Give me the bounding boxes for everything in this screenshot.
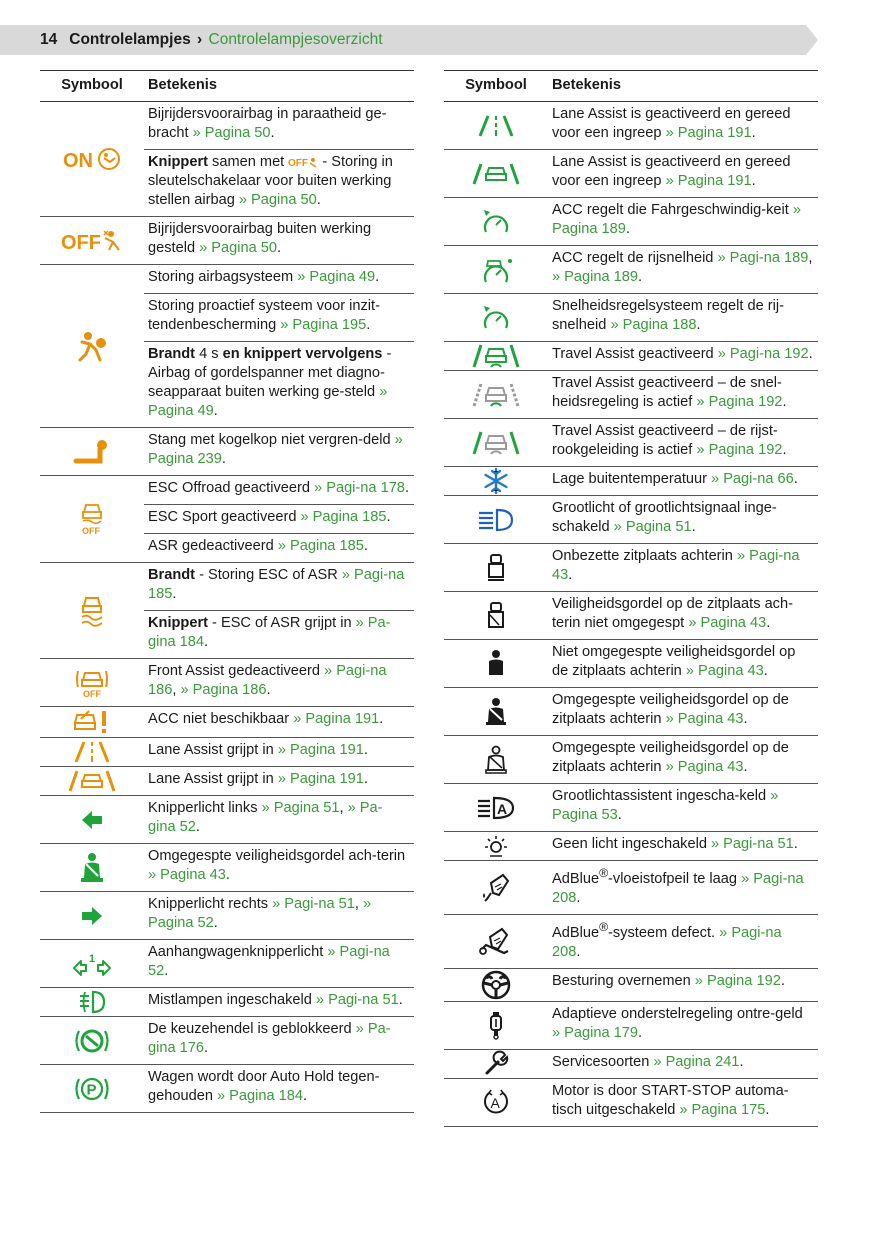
table-row <box>444 592 818 640</box>
meaning-cell: Besturing overnemen » Pagina 192. <box>548 968 818 1001</box>
meaning-cell: Stang met kogelkop niet vergren-deld » Pagina 239. <box>144 428 414 476</box>
trailer-signal-icon <box>72 951 112 977</box>
fog-lamp-icon <box>77 988 107 1016</box>
meaning-cell: De keuzehendel is geblokkeerd » Pa-gina 176. <box>144 1017 414 1065</box>
column-header-meaning: Betekenis <box>144 71 414 102</box>
meaning-cell: Bijrijdersvoorairbag buiten werking gesteld » Pagina 50. <box>144 217 414 265</box>
svg-text:OFF: OFF <box>82 526 100 536</box>
symbol-cell <box>40 1065 144 1113</box>
meaning-cell: Servicesoorten » Pagina 241. <box>548 1049 818 1078</box>
page-link[interactable]: » Pagina 50 <box>199 240 278 256</box>
cruise-control-icon <box>480 304 512 332</box>
page-link[interactable]: » Pagina 52 <box>148 896 372 931</box>
page-link[interactable]: » Pagina 175 <box>679 1101 766 1118</box>
lane-assist-car-amber-icon <box>67 769 117 793</box>
svg-text:P: P <box>86 1081 97 1098</box>
acc-distance-icon <box>478 255 514 285</box>
page-link[interactable]: » Pagina 191 <box>293 711 380 727</box>
meaning-cell: Knippert - ESC of ASR grijpt in » Pa-gina 184. <box>144 611 414 659</box>
meaning-cell: Lane Assist grijpt in » Pagina 191. <box>144 738 414 767</box>
table-row <box>444 294 818 342</box>
svg-text:OFF: OFF <box>61 231 101 254</box>
table-row <box>444 544 818 592</box>
page-link[interactable]: » Pa-gina 52 <box>148 800 383 835</box>
table-row <box>40 476 414 505</box>
meaning-cell: Grootlicht of grootlichtsignaal inge-schakeld » Pagina 51. <box>548 496 818 544</box>
table-row <box>444 496 818 544</box>
meaning-cell: ESC Sport geactiveerd » Pagina 185. <box>144 505 414 534</box>
meaning-cell: Wagen wordt door Auto Hold tegen-gehouden » Pagina 184. <box>144 1065 414 1113</box>
page-link[interactable]: » Pagi-na 189 <box>717 250 809 266</box>
svg-text:OFF: OFF <box>83 688 101 699</box>
snowflake-icon <box>482 467 510 495</box>
indicator-table-left <box>40 70 414 1113</box>
symbol-cell <box>444 1078 548 1126</box>
page-link[interactable]: » Pagina 191 <box>665 125 752 141</box>
travel-assist-speed-icon <box>471 382 521 408</box>
wrench-icon <box>483 1051 509 1077</box>
seat-unoccupied-icon <box>485 553 507 583</box>
lane-assist-lines-green-icon <box>476 114 516 138</box>
page-link[interactable]: » Pagi-na 43 <box>552 548 800 583</box>
svg-text:ON: ON <box>63 150 93 172</box>
travel-assist-icon <box>471 343 521 369</box>
table-row <box>444 968 818 1001</box>
page-link[interactable]: » Pagina 189 <box>552 269 639 285</box>
table-row <box>444 1001 818 1049</box>
table-header-row <box>444 71 818 102</box>
tow-bar-icon <box>74 439 110 465</box>
symbol-cell <box>40 707 144 738</box>
page-link[interactable]: » Pagi-na 186 <box>148 663 387 698</box>
page-link[interactable]: » Pagina 191 <box>277 771 364 787</box>
page-link[interactable]: » Pagina 191 <box>277 742 364 758</box>
seatbelt-fastened-green-icon <box>79 852 105 884</box>
table-row <box>40 844 414 892</box>
table-row <box>40 563 414 611</box>
airbag-on-icon <box>63 146 121 172</box>
table-row <box>40 217 414 265</box>
seat-belt-unfastened-icon <box>485 601 507 631</box>
meaning-cell: AdBlue®-systeem defect. » Pagi-na 208. <box>548 914 818 968</box>
svg-text:A: A <box>497 800 508 817</box>
symbol-cell <box>444 496 548 544</box>
table-row <box>40 796 414 844</box>
high-beam-assist-icon <box>476 795 516 821</box>
meaning-cell: ACC regelt die Fahrgeschwindig-keit » Pagina 189. <box>548 198 818 246</box>
adblue-level-icon <box>481 871 511 903</box>
meaning-cell: ACC regelt de rijsnelheid » Pagi-na 189, » Pagina 189. <box>548 246 818 294</box>
high-beam-icon <box>477 507 515 533</box>
page-link[interactable]: » Pa-gina 176 <box>148 1021 391 1056</box>
symbol-cell <box>444 1001 548 1049</box>
page-link[interactable]: » Pagina 51 <box>261 800 340 816</box>
table-row <box>444 736 818 784</box>
meaning-cell: Geen licht ingeschakeld » Pagi-na 51. <box>548 832 818 861</box>
meaning-cell: Onbezette zitplaats achterin » Pagi-na 43. <box>548 544 818 592</box>
table-row <box>40 265 414 294</box>
page-link[interactable]: » Pagi-na 51 <box>711 836 794 852</box>
meaning-cell: Grootlichtassistent ingescha-keld » Pagina 53. <box>548 784 818 832</box>
page-link[interactable]: » Pagina 49 <box>297 269 376 285</box>
meaning-cell: Knippert samen met OFF - Storing in sleutelschakelaar voor buiten werking stellen airbag » Pagina 50. <box>144 150 414 217</box>
meaning-cell: Adaptieve onderstelregeling ontre-geld » Pagina 179. <box>548 1001 818 1049</box>
meaning-cell: AdBlue®-vloeistofpeil te laag » Pagi-na 208. <box>548 861 818 915</box>
table-row <box>444 467 818 496</box>
symbol-cell <box>444 640 548 688</box>
auto-hold-icon <box>74 1074 110 1104</box>
symbol-cell <box>444 342 548 371</box>
table-row <box>40 102 414 150</box>
svg-text:OFF: OFF <box>288 158 309 170</box>
meaning-cell: Omgegespte veiligheidsgordel ach-terin » Pagina 43. <box>144 844 414 892</box>
no-light-icon <box>482 834 510 858</box>
table-row <box>444 419 818 467</box>
symbol-cell <box>40 659 144 707</box>
symbol-cell <box>40 563 144 659</box>
page-link[interactable]: » Pagina 192 <box>696 394 783 410</box>
table-row <box>444 371 818 419</box>
page-link[interactable]: » Pagina 43 <box>685 663 764 679</box>
page-link[interactable]: » Pagina 188 <box>610 317 697 333</box>
symbol-cell <box>444 688 548 736</box>
table-row <box>40 940 414 988</box>
page-link[interactable]: » Pagi-na 51 <box>272 896 355 912</box>
symbol-cell <box>40 1017 144 1065</box>
symbol-cell <box>444 1049 548 1078</box>
meaning-cell: Travel Assist geactiveerd – de snel-heidsregeling is actief » Pagina 192. <box>548 371 818 419</box>
meaning-cell: Omgegespte veiligheidsgordel op de zitplaats achterin » Pagina 43. <box>548 688 818 736</box>
page-number: 14 <box>40 31 58 48</box>
page-link[interactable]: » Pagina 185 <box>300 509 387 525</box>
table-row <box>444 198 818 246</box>
page-link[interactable]: » Pagina 43 <box>148 867 226 883</box>
meaning-cell: ACC niet beschikbaar » Pagina 191. <box>144 707 414 738</box>
table-row <box>444 914 818 968</box>
symbol-cell <box>444 736 548 784</box>
table-row <box>40 738 414 767</box>
table-header-row <box>40 71 414 102</box>
page-link[interactable]: » Pagina 189 <box>552 202 802 237</box>
page-link[interactable]: » Pagi-na 208 <box>552 870 804 906</box>
subsection-title: Controlelampjesoverzicht <box>208 31 383 48</box>
steering-takeover-icon <box>480 969 512 1001</box>
page-link[interactable]: » Pagina 192 <box>694 972 781 989</box>
symbol-cell <box>444 419 548 467</box>
start-stop-icon <box>481 1087 511 1117</box>
meaning-cell: Mistlampen ingeschakeld » Pagi-na 51. <box>144 988 414 1017</box>
meaning-cell: ASR gedeactiveerd » Pagina 185. <box>144 534 414 563</box>
table-row <box>40 659 414 707</box>
acc-speed-icon <box>480 208 512 236</box>
symbol-cell <box>40 796 144 844</box>
table-row <box>444 784 818 832</box>
esc-off-icon <box>78 502 106 536</box>
symbol-cell <box>40 738 144 767</box>
meaning-cell: Bijrijdersvoorairbag in paraatheid ge-bracht » Pagina 50. <box>144 102 414 150</box>
meaning-cell: Storing airbagsysteem » Pagina 49. <box>144 265 414 294</box>
symbol-cell <box>444 968 548 1001</box>
symbol-cell <box>40 102 144 217</box>
seatbelt-fastened-dark-icon <box>484 697 508 727</box>
meaning-cell: Brandt 4 s en knippert vervolgens - Airbag of gordelspanner met diagno-seapparaat buiten werking ge-steld » Pagina 49. <box>144 342 414 428</box>
indicator-table-right <box>444 70 818 1127</box>
page-link[interactable]: » Pa-gina 184 <box>148 615 391 650</box>
meaning-cell: Snelheidsregelsysteem regelt de rij-snelheid » Pagina 188. <box>548 294 818 342</box>
page-link[interactable]: » Pagi-na 178 <box>314 480 405 496</box>
meaning-cell: Knipperlicht links » Pagina 51, » Pa-gina 52. <box>144 796 414 844</box>
section-title: Controlelampjes <box>69 31 191 48</box>
symbol-cell <box>444 784 548 832</box>
turn-signal-right-icon <box>80 905 104 927</box>
meaning-cell: Travel Assist geactiveerd – de rijst-rookgeleiding is actief » Pagina 192. <box>548 419 818 467</box>
page-link[interactable]: » Pagina 43 <box>688 615 767 631</box>
airbag-off-icon <box>61 228 123 254</box>
meaning-cell: Lane Assist is geactiveerd en gereed voor een ingreep » Pagina 191. <box>548 102 818 150</box>
page-link[interactable]: » Pagina 51 <box>613 519 692 535</box>
table-row <box>444 1049 818 1078</box>
meaning-cell: ESC Offroad geactiveerd » Pagi-na 178. <box>144 476 414 505</box>
symbol-cell <box>444 467 548 496</box>
page-link[interactable]: » Pagina 241 <box>653 1053 740 1070</box>
meaning-cell: Knipperlicht rechts » Pagi-na 51, » Pagina 52. <box>144 892 414 940</box>
page-link[interactable]: » Pagina 185 <box>277 538 364 554</box>
seatbelt-fastened-outline-icon <box>484 745 508 775</box>
table-row <box>444 640 818 688</box>
svg-text:1: 1 <box>89 952 96 965</box>
table-row <box>444 342 818 371</box>
table-row <box>40 428 414 476</box>
symbol-cell <box>444 371 548 419</box>
table-row <box>444 688 818 736</box>
page-link[interactable]: » Pagina 50 <box>192 125 271 141</box>
meaning-cell: Lage buitentemperatuur » Pagi-na 66. <box>548 467 818 496</box>
turn-signal-left-icon <box>80 809 104 831</box>
page-link[interactable]: » Pagi-na 52 <box>148 944 390 979</box>
column-header-symbol: Symbool <box>444 71 548 102</box>
esc-icon <box>78 595 106 627</box>
airbag-system-icon <box>76 330 108 362</box>
page-link[interactable]: » Pagina 179 <box>552 1024 639 1041</box>
table-row <box>40 1065 414 1113</box>
page-link[interactable]: » Pagina 184 <box>217 1088 304 1104</box>
symbol-cell <box>40 892 144 940</box>
page-header <box>40 31 383 49</box>
page-link[interactable]: » Pagina 192 <box>696 442 783 458</box>
symbol-cell <box>444 592 548 640</box>
symbol-cell <box>40 767 144 796</box>
symbol-cell <box>444 246 548 294</box>
page-link[interactable]: » Pagina 53 <box>552 788 779 823</box>
table-row <box>40 767 414 796</box>
table-row <box>444 246 818 294</box>
table-row <box>444 102 818 150</box>
page-link[interactable]: » Pagina 239 <box>148 432 403 467</box>
symbol-cell <box>40 428 144 476</box>
table-row <box>444 1078 818 1126</box>
meaning-cell: Motor is door START-STOP automa-tisch uitgeschakeld » Pagina 175. <box>548 1078 818 1126</box>
symbol-cell <box>40 217 144 265</box>
table-row <box>40 707 414 738</box>
page-link[interactable]: » Pagina 43 <box>665 711 744 727</box>
meaning-cell: Brandt - Storing ESC of ASR » Pagi-na 185. <box>144 563 414 611</box>
page-link[interactable]: » Pagi-na 192 <box>717 346 809 362</box>
symbol-cell <box>444 832 548 861</box>
symbol-cell <box>40 844 144 892</box>
symbol-cell <box>444 150 548 198</box>
table-row <box>444 150 818 198</box>
adblue-system-icon <box>478 925 514 957</box>
lane-assist-lines-amber-icon <box>72 740 112 764</box>
meaning-cell: Storing proactief systeem voor inzit-tendenbescherming » Pagina 195. <box>144 294 414 342</box>
symbol-cell <box>444 861 548 915</box>
page-link[interactable]: » Pagi-na 185 <box>148 567 405 602</box>
acc-unavailable-icon <box>73 707 111 737</box>
column-header-symbol: Symbool <box>40 71 144 102</box>
symbol-cell <box>40 476 144 563</box>
meaning-cell: Travel Assist geactiveerd » Pagi-na 192. <box>548 342 818 371</box>
travel-assist-steering-icon <box>471 430 521 456</box>
airbag-off-small-icon <box>288 156 318 168</box>
page-link[interactable]: » Pagina 191 <box>665 173 752 189</box>
page-link[interactable]: » Pagina 186 <box>180 682 267 698</box>
meaning-cell: Omgegespte veiligheidsgordel op de zitplaats achterin » Pagina 43. <box>548 736 818 784</box>
table-row <box>444 861 818 915</box>
page-link[interactable]: » Pagina 49 <box>148 384 388 419</box>
adaptive-chassis-icon <box>488 1010 504 1040</box>
symbol-cell <box>444 914 548 968</box>
page-link[interactable]: » Pagina 50 <box>238 192 317 208</box>
page-link[interactable]: » Pagina 195 <box>280 317 367 333</box>
table-row <box>40 988 414 1017</box>
breadcrumb-separator: › <box>197 31 203 48</box>
occupant-unbelted-icon <box>485 649 507 679</box>
symbol-cell <box>444 102 548 150</box>
svg-text:A: A <box>490 1095 500 1112</box>
page-link[interactable]: » Pagina 43 <box>665 759 744 775</box>
symbol-cell <box>40 988 144 1017</box>
page-link[interactable]: » Pagi-na 208 <box>552 924 782 960</box>
meaning-cell: Lane Assist grijpt in » Pagina 191. <box>144 767 414 796</box>
selector-lever-lock-icon <box>74 1026 110 1056</box>
table-row <box>40 892 414 940</box>
meaning-cell: Front Assist gedeactiveerd » Pagi-na 186, » Pagina 186. <box>144 659 414 707</box>
symbol-cell <box>40 265 144 428</box>
front-assist-off-icon <box>75 667 109 699</box>
page-link[interactable]: » Pagi-na 51 <box>315 992 399 1008</box>
meaning-cell: Lane Assist is geactiveerd en gereed voor een ingreep » Pagina 191. <box>548 150 818 198</box>
symbol-cell <box>444 294 548 342</box>
symbol-cell <box>40 940 144 988</box>
symbol-cell <box>444 544 548 592</box>
symbol-cell <box>444 198 548 246</box>
meaning-cell: Niet omgegespte veiligheidsgordel op de zitplaats achterin » Pagina 43. <box>548 640 818 688</box>
meaning-cell: Aanhangwagenknipperlicht » Pagi-na 52. <box>144 940 414 988</box>
table-row <box>444 832 818 861</box>
page-link[interactable]: » Pagi-na 66 <box>711 471 794 487</box>
meaning-cell: Veiligheidsgordel op de zitplaats ach-terin niet omgegespt » Pagina 43. <box>548 592 818 640</box>
lane-assist-car-green-icon <box>471 162 521 186</box>
table-row <box>40 1017 414 1065</box>
column-header-meaning: Betekenis <box>548 71 818 102</box>
